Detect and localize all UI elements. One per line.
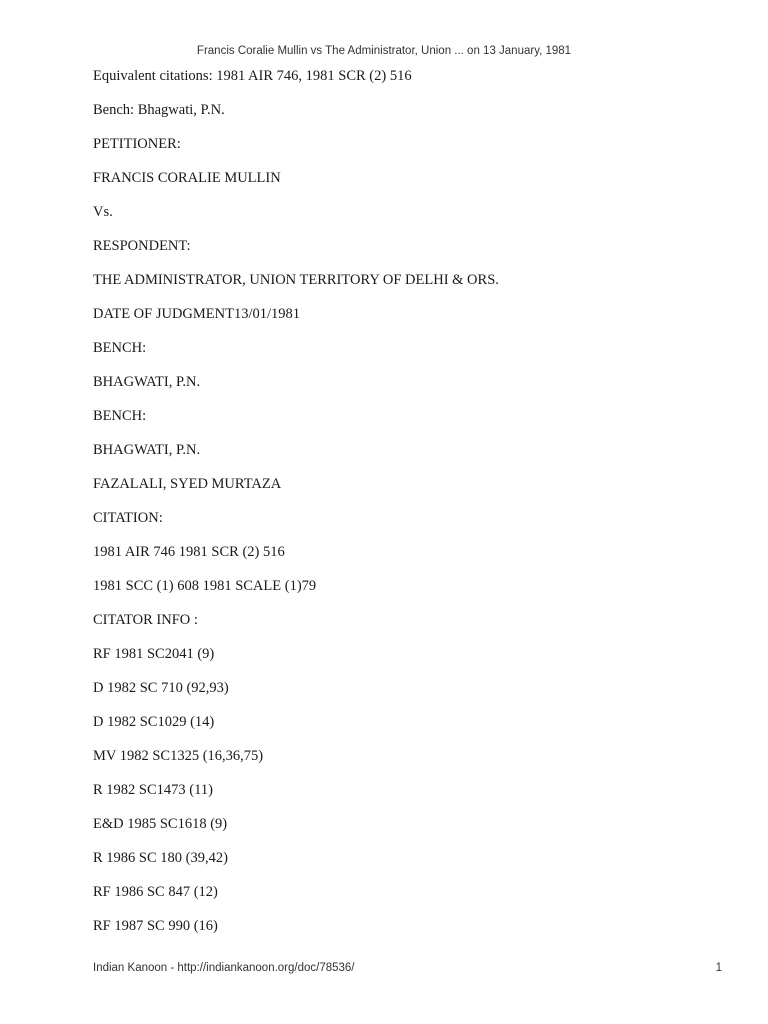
running-title: Francis Coralie Mullin vs The Administrator, Union ... on 13 January, 1981 bbox=[196, 45, 572, 57]
citator-entry: E&D 1985 SC1618 (9) bbox=[93, 816, 228, 832]
petitioner-heading: PETITIONER: bbox=[93, 136, 181, 152]
citator-entry: RF 1987 SC 990 (16) bbox=[93, 918, 218, 934]
citator-entry: D 1982 SC1029 (14) bbox=[93, 714, 215, 730]
citation-line: 1981 SCC (1) 608 1981 SCALE (1)79 bbox=[93, 578, 317, 594]
citator-entry: R 1982 SC1473 (11) bbox=[93, 782, 213, 798]
petitioner-name: FRANCIS CORALIE MULLIN bbox=[93, 170, 281, 186]
versus-line: Vs. bbox=[93, 204, 113, 220]
document-body bbox=[93, 65, 728, 949]
citator-info-heading: CITATOR INFO : bbox=[93, 612, 198, 628]
citator-entry: RF 1981 SC2041 (9) bbox=[93, 646, 215, 662]
respondent-heading: RESPONDENT: bbox=[93, 238, 191, 254]
respondent-name: THE ADMINISTRATOR, UNION TERRITORY OF DELHI & ORS. bbox=[93, 272, 499, 288]
page-header bbox=[0, 45, 768, 57]
bench-judge-line: BHAGWATI, P.N. bbox=[93, 374, 201, 390]
bench-judge-line: FAZALALI, SYED MURTAZA bbox=[93, 476, 282, 492]
citation-line: 1981 AIR 746 1981 SCR (2) 516 bbox=[93, 544, 285, 560]
bench-judge-line: BHAGWATI, P.N. bbox=[93, 442, 201, 458]
citation-heading: CITATION: bbox=[93, 510, 163, 526]
citator-entry: RF 1986 SC 847 (12) bbox=[93, 884, 218, 900]
bench-summary-line: Bench: Bhagwati, P.N. bbox=[93, 102, 225, 118]
bench-heading: BENCH: bbox=[93, 408, 147, 424]
citator-entry: D 1982 SC 710 (92,93) bbox=[93, 680, 229, 696]
citator-entry: R 1986 SC 180 (39,42) bbox=[93, 850, 228, 866]
page-footer bbox=[93, 962, 722, 980]
citator-entry: MV 1982 SC1325 (16,36,75) bbox=[93, 748, 264, 764]
equivalent-citations-line: Equivalent citations: 1981 AIR 746, 1981 SCR (2) 516 bbox=[93, 68, 412, 84]
date-of-judgment-line: DATE OF JUDGMENT13/01/1981 bbox=[93, 306, 301, 322]
page-number: 1 bbox=[715, 962, 722, 974]
bench-heading: BENCH: bbox=[93, 340, 147, 356]
footer-source-link[interactable]: Indian Kanoon - http://indiankanoon.org/doc/78536/ bbox=[93, 962, 355, 974]
